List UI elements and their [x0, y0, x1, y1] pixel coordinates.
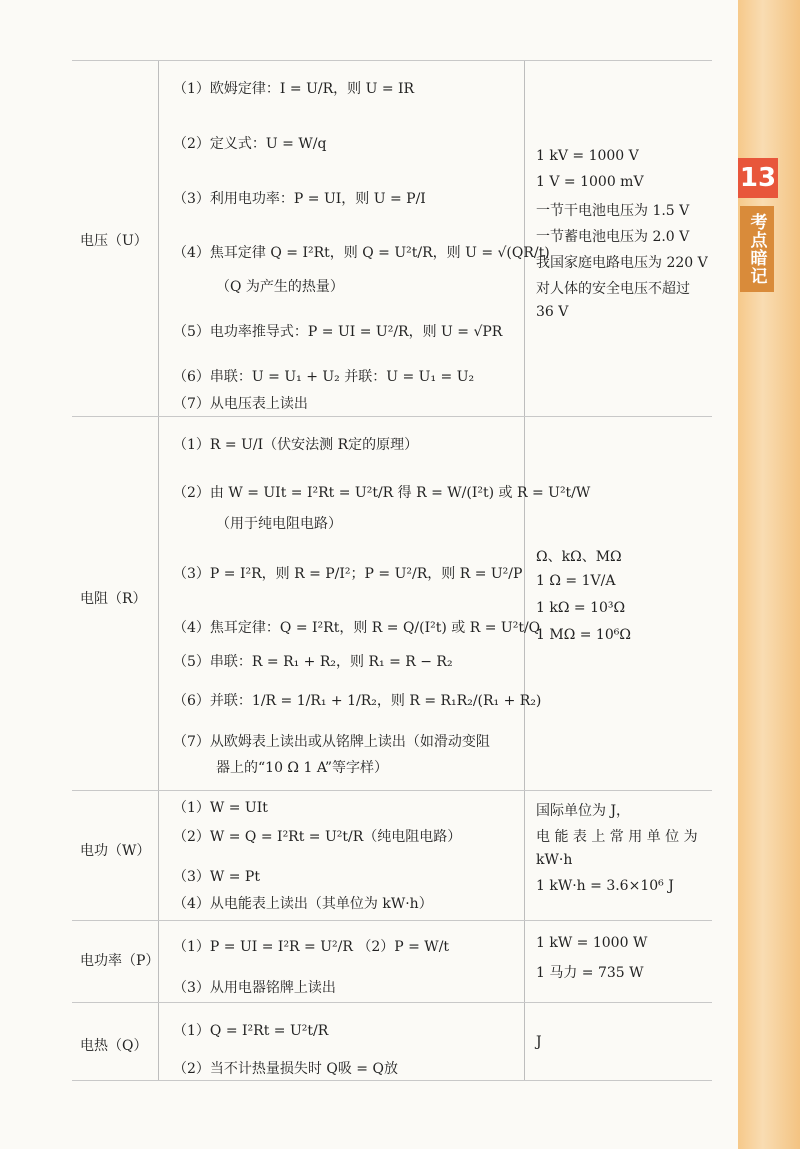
- note-line: 1 马力 = 735 W: [536, 965, 644, 981]
- chapter-number: 13: [738, 158, 778, 198]
- note-line: 电 能 表 上 常 用 单 位 为: [536, 829, 698, 845]
- formula-line: （1）P = UI = I²R = U²/R （2）P = W/t: [173, 939, 450, 955]
- formula-line: （用于纯电阻电路）: [216, 516, 342, 532]
- formula-line: （2）W = Q = I²Rt = U²t/R（纯电阻电路）: [173, 829, 462, 845]
- row-divider: [72, 60, 712, 61]
- formula-line: 器上的“10 Ω 1 A”等字样）: [216, 760, 389, 776]
- note-line: 1 MΩ = 10⁶Ω: [536, 627, 631, 643]
- formula-line: （6）并联：1/R = 1/R₁ + 1/R₂，则 R = R₁R₂/(R₁ + R₂): [173, 693, 542, 709]
- note-line: 1 kV = 1000 V: [536, 148, 639, 164]
- note-line: 对人体的安全电压不超过: [536, 281, 690, 297]
- voltage-label: 电压（U）: [80, 233, 148, 249]
- formula-line: （4）从电能表上读出（其单位为 kW·h）: [173, 896, 433, 912]
- row-divider: [72, 1080, 712, 1081]
- formula-line: （4）焦耳定律：Q = I²Rt，则 R = Q/(I²t) 或 R = U²t/Q: [173, 620, 541, 636]
- row-divider: [72, 790, 712, 791]
- formula-line: （4）焦耳定律 Q = I²Rt，则 Q = U²t/R，则 U = √(QR/t): [173, 245, 550, 261]
- formula-line: （2）定义式：U = W/q: [173, 136, 327, 152]
- formula-line: （1）W = UIt: [173, 800, 268, 816]
- note-line: 1 kW·h = 3.6×10⁶ J: [536, 878, 674, 894]
- formula-line: （Q 为产生的热量）: [216, 279, 344, 295]
- formula-line: （1）Q = I²Rt = U²t/R: [173, 1023, 329, 1039]
- note-line: 1 Ω = 1V/A: [536, 573, 616, 589]
- note-line: 1 kΩ = 10³Ω: [536, 600, 626, 616]
- formula-line: （3）利用电功率：P = UI，则 U = P/I: [173, 191, 426, 207]
- resistance-label: 电阻（R）: [80, 591, 147, 607]
- row-divider: [72, 416, 712, 417]
- note-line: J: [536, 1034, 542, 1050]
- heat-label: 电热（Q）: [80, 1038, 148, 1054]
- note-line: 36 V: [536, 304, 569, 320]
- formula-line: （5）电功率推导式：P = UI = U²/R，则 U = √PR: [173, 324, 503, 340]
- note-line: kW·h: [536, 852, 573, 868]
- formula-line: （3）从用电器铭牌上读出: [173, 980, 336, 996]
- formula-line: （1）R = U/I（伏安法测 R定的原理）: [173, 437, 419, 453]
- formula-line: （5）串联：R = R₁ + R₂，则 R₁ = R − R₂: [173, 654, 453, 670]
- row-divider: [72, 1002, 712, 1003]
- note-line: 1 V = 1000 mV: [536, 174, 644, 190]
- note-line: Ω、kΩ、MΩ: [536, 549, 622, 565]
- formula-line: （2）当不计热量损失时 Q吸 = Q放: [173, 1061, 398, 1077]
- row-divider: [72, 920, 712, 921]
- power-label: 电功率（P）: [80, 953, 160, 969]
- note-line: 一节干电池电压为 1.5 V: [536, 203, 690, 219]
- formula-line: （2）由 W = UIt = I²Rt = U²t/R 得 R = W/(I²t) 或 R = U²t/W: [173, 485, 591, 501]
- chapter-label: 考点暗记: [740, 206, 774, 292]
- formula-line: （3）W = Pt: [173, 869, 260, 885]
- note-line: 我国家庭电路电压为 220 V: [536, 255, 708, 271]
- work-label: 电功（W）: [80, 843, 151, 859]
- formula-line: （6）串联：U = U₁ + U₂ 并联：U = U₁ = U₂: [173, 369, 475, 385]
- formula-line: （1）欧姆定律：I = U/R，则 U = IR: [173, 81, 415, 97]
- formula-line: （7）从欧姆表上读出或从铭牌上读出（如滑动变阻: [173, 734, 490, 750]
- note-line: 一节蓄电池电压为 2.0 V: [536, 229, 690, 245]
- formula-line: （7）从电压表上读出: [173, 396, 308, 412]
- note-line: 国际单位为 J，: [536, 803, 631, 819]
- note-line: 1 kW = 1000 W: [536, 935, 648, 951]
- column-divider: [524, 60, 525, 1080]
- formula-line: （3）P = I²R，则 R = P/I²；P = U²/R，则 R = U²/P: [173, 566, 523, 582]
- column-divider: [158, 60, 159, 1080]
